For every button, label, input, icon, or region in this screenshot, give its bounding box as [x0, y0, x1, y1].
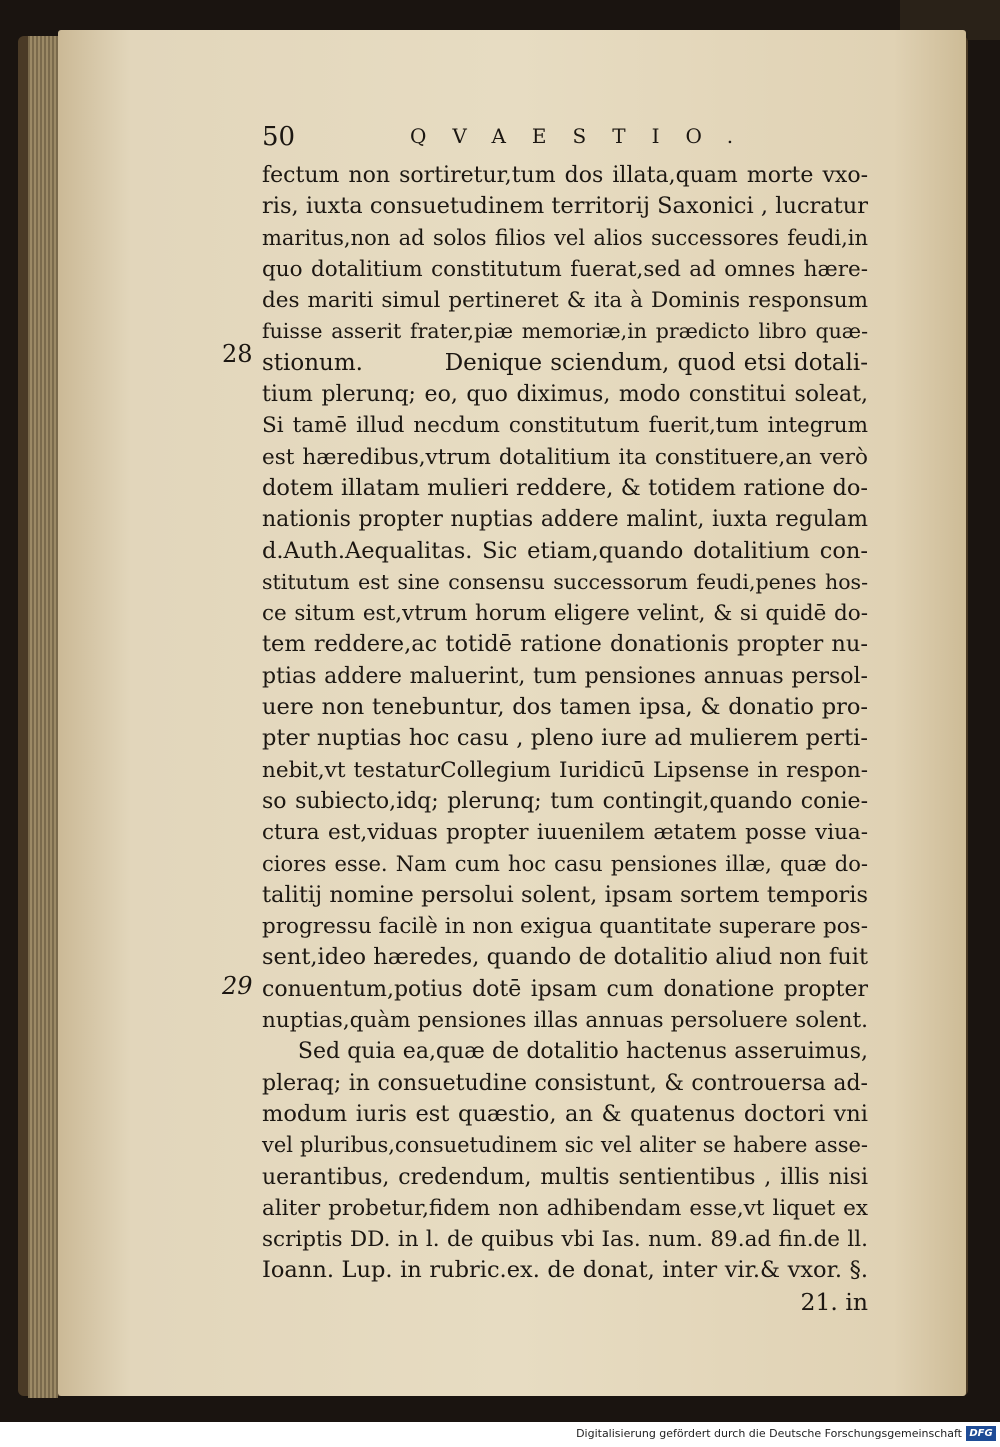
text-line: Si tamē illud necdum constitutum fuerit,tum integrum: [262, 413, 868, 439]
text-line: ce situm est,vtrum horum eligere velint, & si quidē do-: [262, 601, 868, 627]
text-line: nationis propter nuptias addere malint, iuxta regulam: [262, 507, 868, 533]
text-line: nebit,vt testaturCollegium Iuridicū Lipsense in respon-: [262, 757, 868, 783]
margin-number-28: 28: [222, 340, 253, 368]
text-line: ptias addere maluerint, tum pensiones annuas persol-: [262, 663, 868, 689]
text-line: ciores esse. Nam cum hoc casu pensiones illæ, quæ do-: [262, 851, 868, 876]
text-line: stitutum est sine consensu successorum feudi,penes hos-: [262, 569, 868, 594]
text-line: so subiecto,idq; plerunq; tum contingit,quando conie-: [262, 788, 868, 814]
text-line: Sed quia ea,quæ de dotalitio hactenus asseruimus,: [262, 1039, 868, 1065]
dfg-logo: DFG: [966, 1426, 996, 1441]
text-line: uerantibus, credendum, multis sentientibus , illis nisi: [262, 1164, 868, 1190]
text-line: tium plerunq; eo, quo diximus, modo constitui soleat,: [262, 382, 868, 408]
page-number: 50: [262, 122, 296, 152]
text-line: modum iuris est quæstio, an & quatenus doctori vni: [262, 1100, 868, 1127]
text-line: pter nuptias hoc casu , pleno iure ad mulierem perti-: [262, 725, 868, 752]
text-line: sent,ideo hæredes, quando de dotalitio aliud non fuit: [262, 944, 868, 971]
text-line: fectum non sortiretur,tum dos illata,quam morte vxo-: [262, 163, 868, 188]
text-line: conuentum,potius dotē ipsam cum donatione propter: [262, 976, 868, 1002]
text-line: dotem illatam mulieri reddere, & totidem ratione do-: [262, 474, 868, 501]
running-title: QVAESTIO.: [410, 124, 760, 148]
running-head: [262, 122, 862, 156]
footer-credit: Digitalisierung gefördert durch die Deutsche Forschungsgemeinschaft: [576, 1427, 962, 1440]
text-line: des mariti simul pertineret & ita à Dominis responsum: [262, 288, 868, 314]
text-line: uere non tenebuntur, dos tamen ipsa, & donatio pro-: [262, 694, 868, 721]
text-line: nuptias,quàm pensiones illas annuas persoluere solent.: [262, 1008, 868, 1034]
text-line: talitij nomine persolui solent, ipsam sortem temporis: [262, 881, 868, 908]
text-line: fuisse asserit frater,piæ memoriæ,in prædicto libro quæ-: [262, 319, 868, 344]
digitization-footer: [0, 1422, 1000, 1447]
page-stack-edge: [28, 36, 58, 1398]
text-line: d.Auth.Aequalitas. Sic etiam,quando dotalitium con-: [262, 537, 868, 564]
text-line: maritus,non ad solos filios vel alios successores feudi,in: [262, 225, 868, 250]
text-line: ris, iuxta consuetudinem territorij Saxonici , lucratur: [262, 193, 868, 220]
text-line: vel pluribus,consuetudinem sic vel aliter se habere asse-: [262, 1133, 868, 1158]
text-line: Ioann. Lup. in rubric.ex. de donat, inter vir.& vxor. §.: [262, 1257, 868, 1284]
catchword: 21. in: [800, 1287, 868, 1316]
text-line: ctura est,viduas propter iuuenilem ætatem posse viua-: [262, 820, 868, 846]
text-line: quo dotalitium constitutum fuerat,sed ad omnes hære-: [262, 256, 868, 282]
text-line: est hæredibus,vtrum dotalitium ita constituere,an verò: [262, 444, 868, 470]
text-line: aliter probetur,fidem non adhibendam esse,vt liquet ex: [262, 1195, 868, 1221]
body-text: [262, 160, 868, 1318]
text-line: scriptis DD. in l. de quibus vbi Ias. num. 89.ad fin.de ll.: [262, 1227, 868, 1253]
text-line: tem reddere,ac totidē ratione donationis propter nu-: [262, 631, 868, 658]
text-line: progressu facilè in non exigua quantitate superare pos-: [262, 914, 868, 940]
text-line: stionum. Denique sciendum, quod etsi dotali-: [262, 349, 868, 376]
text-line: pleraq; in consuetudine consistunt, & controuersa ad-: [262, 1070, 868, 1096]
margin-number-29: 29: [222, 972, 253, 1000]
